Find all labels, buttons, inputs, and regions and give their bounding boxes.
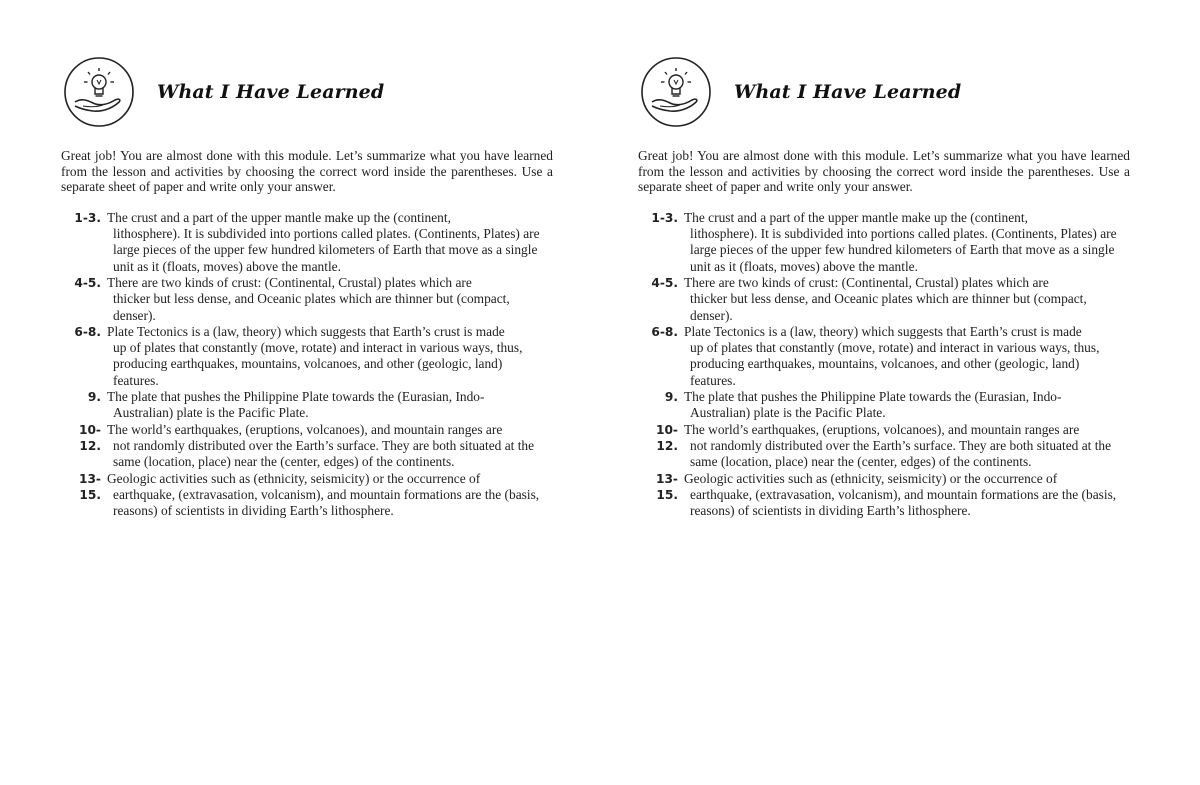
item-number: 10-12. (78, 422, 101, 453)
item-number: 6-8. (74, 324, 101, 339)
item-text: The world’s earthquakes, (eruptions, volcanoes), and mountain ranges are not randomly distributed over the Earth’s surface. They are both situated at the same (location, place) near the (center, edges) of the continents. (107, 421, 535, 470)
item-number: 4-5. (651, 275, 678, 290)
intro-paragraph: Great job! You are almost done with this module. Let’s summarize what you have learned from the lesson and activities by choosing the correct word inside the parentheses. Use a separate sheet of paper and write only your answer. (638, 148, 1130, 195)
item-text: There are two kinds of crust: (Continental, Crustal) plates which are thicker but less dense, and Oceanic plates which are thinner but (compact, denser). (684, 274, 1087, 323)
item-text: The crust and a part of the upper mantle make up the (continent, lithosphere). It is subdivided into portions called plates. (Continents, Plates) are large pieces of the upper few hundred kilometers of Earth that move as a single unit as it (floats, moves) above the mantle. (684, 209, 1117, 274)
list-item (61, 324, 553, 389)
list-item (61, 389, 553, 422)
item-number: 9. (87, 390, 101, 405)
item-number: 9. (664, 390, 678, 405)
lightbulb-in-hand-icon (640, 56, 712, 128)
list-item (638, 471, 1130, 520)
item-text: Plate Tectonics is a (law, theory) which suggests that Earth’s crust is made up of plates that constantly (move, rotate) and interact in various ways, thus, producing earthquakes, mountains, volcanoes, and other (geologic, land) features. (684, 323, 1100, 388)
item-text: The world’s earthquakes, (eruptions, volcanoes), and mountain ranges are not randomly distributed over the Earth’s surface. They are both situated at the same (location, place) near the (center, edges) of the continents. (684, 421, 1112, 470)
lightbulb-in-hand-icon (63, 56, 135, 128)
item-number: 4-5. (74, 275, 101, 290)
list-item (61, 275, 553, 324)
module-panel-right (638, 55, 1130, 519)
item-text: Geologic activities such as (ethnicity, seismicity) or the occurrence of earthquake, (extravasation, volcanism), and mountain formations are the (basis, reasons) of scientists in dividing Earth’s lithosphere. (684, 470, 1117, 519)
item-list (638, 210, 1130, 520)
section-header (61, 55, 553, 129)
list-item (61, 210, 553, 275)
item-text: The crust and a part of the upper mantle make up the (continent, lithosphere). It is subdivided into portions called plates. (Continents, Plates) are large pieces of the upper few hundred kilometers of Earth that move as a single unit as it (floats, moves) above the mantle. (107, 209, 540, 274)
item-number: 13-15. (655, 471, 678, 502)
item-number: 13-15. (78, 471, 101, 502)
list-item (61, 471, 553, 520)
list-item (638, 422, 1130, 471)
item-text: The plate that pushes the Philippine Plate towards the (Eurasian, Indo- Australian) plate is the Pacific Plate. (684, 389, 1062, 421)
section-title: What I Have Learned (157, 81, 385, 103)
list-item (638, 210, 1130, 275)
item-number: 6-8. (651, 324, 678, 339)
list-item (638, 324, 1130, 389)
item-text: The plate that pushes the Philippine Plate towards the (Eurasian, Indo- Australian) plate is the Pacific Plate. (107, 389, 485, 421)
section-header (638, 55, 1130, 129)
section-title: What I Have Learned (734, 81, 962, 103)
intro-paragraph: Great job! You are almost done with this module. Let’s summarize what you have learned from the lesson and activities by choosing the correct word inside the parentheses. Use a separate sheet of paper and write only your answer. (61, 148, 553, 195)
item-number: 1-3. (74, 210, 101, 225)
list-item (61, 422, 553, 471)
module-panel-left (61, 55, 553, 519)
list-item (638, 275, 1130, 324)
item-text: Geologic activities such as (ethnicity, seismicity) or the occurrence of earthquake, (extravasation, volcanism), and mountain formations are the (basis, reasons) of scientists in dividing Earth’s lithosphere. (107, 470, 540, 519)
item-number: 1-3. (651, 210, 678, 225)
item-list (61, 210, 553, 520)
item-text: There are two kinds of crust: (Continental, Crustal) plates which are thicker but less dense, and Oceanic plates which are thinner but (compact, denser). (107, 274, 510, 323)
item-text: Plate Tectonics is a (law, theory) which suggests that Earth’s crust is made up of plates that constantly (move, rotate) and interact in various ways, thus, producing earthquakes, mountains, volcanoes, and other (geologic, land) features. (107, 323, 523, 388)
list-item (638, 389, 1130, 422)
item-number: 10-12. (655, 422, 678, 453)
